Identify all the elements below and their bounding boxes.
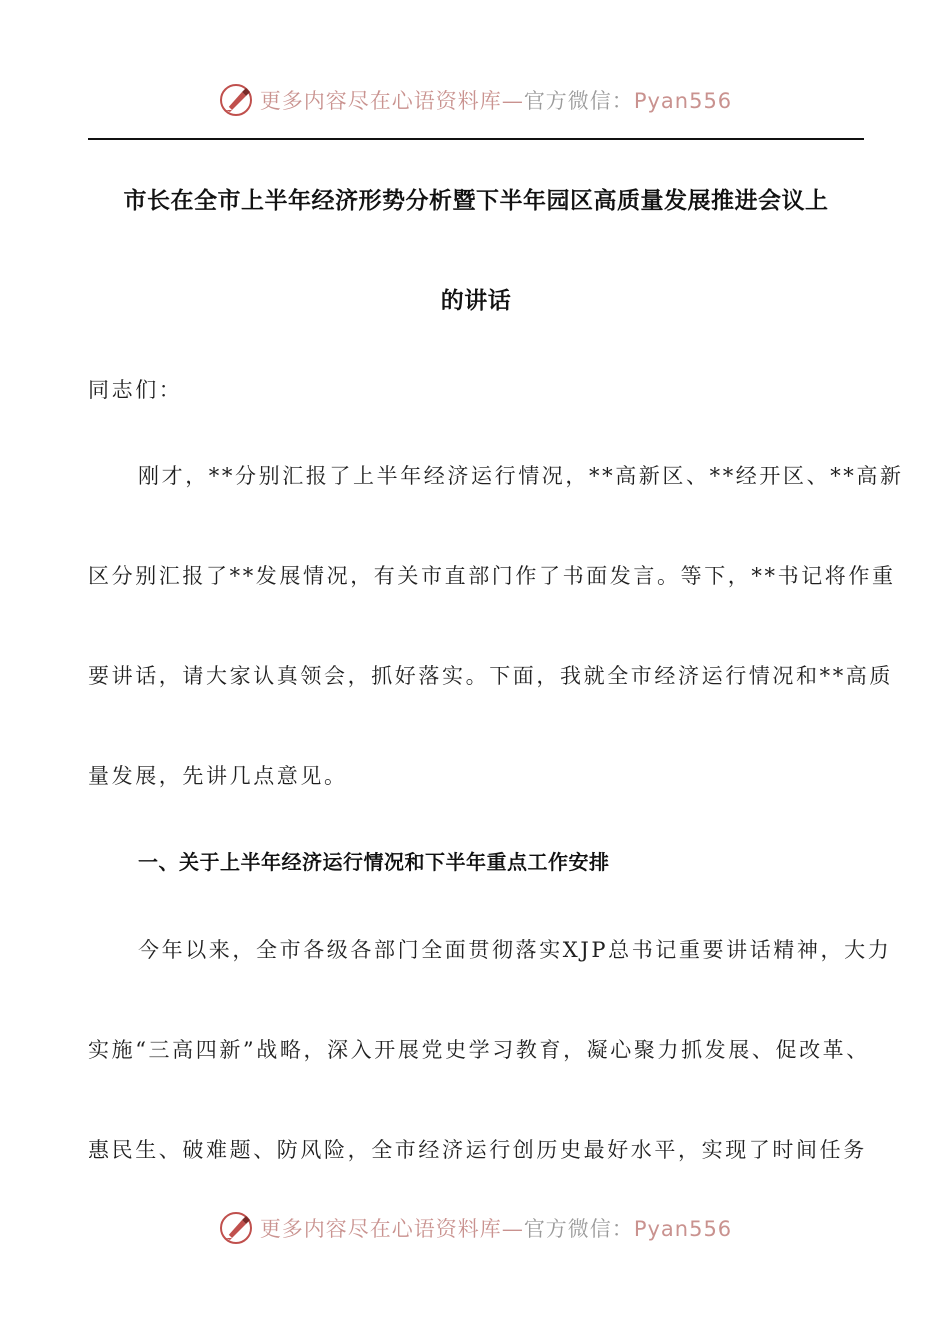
footer-banner-text [260,1213,732,1243]
paragraph-line: 区分别汇报了**发展情况，有关市直部门作了书面发言。等下，**书记将作重 [88,564,896,588]
banner-slogan: 更多内容尽在心语资料库 [259,1217,502,1241]
pen-logo-icon [218,82,254,118]
banner-separator: — [501,89,524,113]
document-title-line2: 的讲话 [440,288,512,314]
paragraph-line: 今年以来，全市各级各部门全面贯彻落实XJP总书记重要讲话精神，大力 [138,938,892,962]
paragraph-line: 惠民生、破难题、防风险，全市经济运行创历史最好水平，实现了时间任务 [88,1138,867,1162]
banner-wechat-label: 官方微信： [523,89,634,113]
pen-logo-icon [218,1210,254,1246]
header-divider [88,138,864,140]
paragraph-line: 量发展，先讲几点意见。 [88,764,348,788]
banner-slogan: 更多内容尽在心语资料库 [259,89,502,113]
header-banner [0,82,950,118]
document-title-line1: 市长在全市上半年经济形势分析暨下半年园区高质量发展推进会议上 [123,188,829,214]
section-heading: 一、关于上半年经济运行情况和下半年重点工作安排 [138,850,610,874]
banner-separator: — [501,1217,524,1241]
header-banner-text [260,85,732,115]
banner-wechat-id: Pyan556 [633,89,733,113]
paragraph-line: 要讲话，请大家认真领会，抓好落实。下面，我就全市经济运行情况和**高质 [88,664,893,688]
banner-wechat-label: 官方微信： [523,1217,634,1241]
banner-wechat-id: Pyan556 [633,1217,733,1241]
salutation: 同志们： [88,378,183,402]
paragraph-line: 实施“三高四新”战略，深入开展党史学习教育，凝心聚力抓发展、促改革、 [88,1038,870,1062]
paragraph-line: 刚才，**分别汇报了上半年经济运行情况，**高新区、**经开区、**高新 [138,464,904,488]
footer-banner [0,1210,950,1246]
